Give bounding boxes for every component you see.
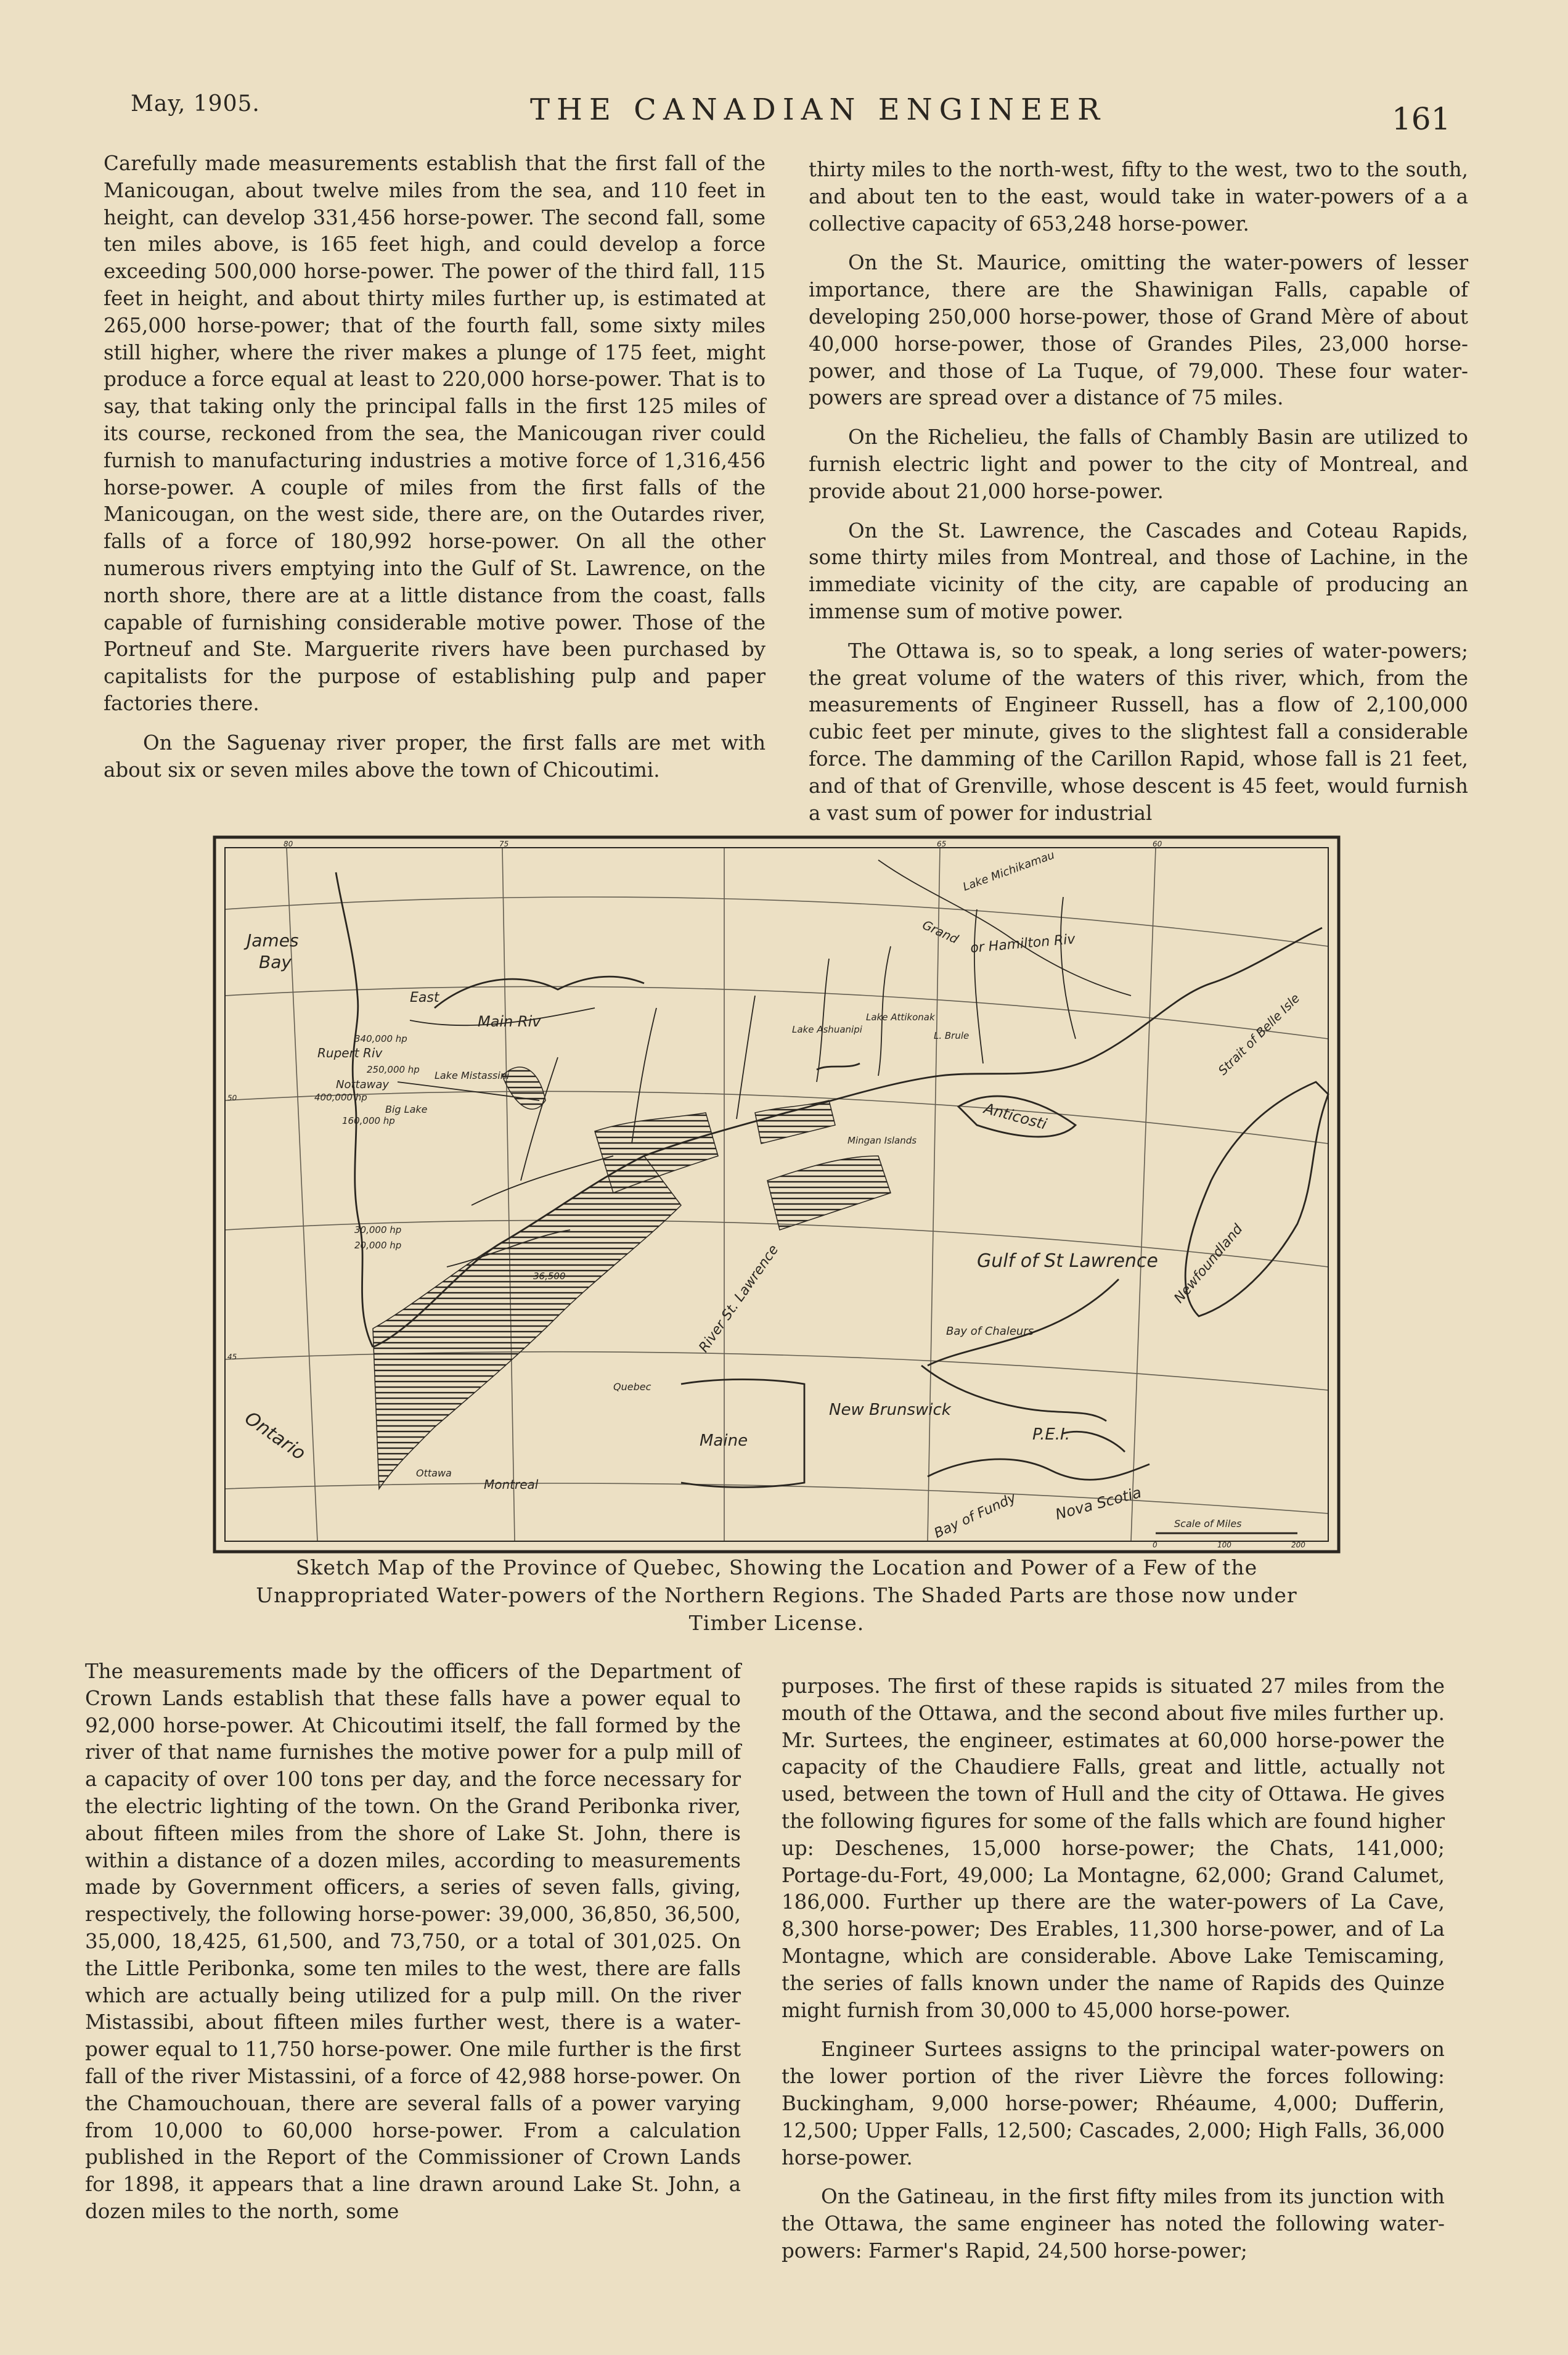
rivers bbox=[398, 860, 1131, 1267]
map-label-big-lake: Big Lake bbox=[385, 1104, 428, 1115]
sketch-map bbox=[213, 835, 1341, 1554]
paragraph: Carefully made measurements establish that the first fall of the Manicougan, about twelve miles from the sea, and 110 feet in height, can develop 331,456 horse-power. The second fall, some ten miles above, is 165 feet high, and could develop a force exceeding 500,000 horse-power. The power of the third fall, 115 feet in height, and about thirty miles further up, is estimated at 265,000 horse-power; that of the fourth fall, some sixty miles still higher, where the river makes a plunge of 175 feet, might produce a force equal at least to 220,000 horse-power. That is to say, that taking only the principal falls in the first 125 miles of its course, reckoned from the sea, the Manicougan river could furnish to manufacturing industries a motive force of 1,316,456 horse-power. A couple of miles from the first falls of the Manicougan, on the west side, there are, on the Outardes river, falls of a force of 180,992 horse-power. On all the other numerous rivers emptying into the Gulf of St. Lawrence, on the north shore, there are at a little distance from the coast, falls capable of furnishing considerable motive power. Those of the Portneuf and Ste. Marguerite rivers have been purchased by capitalists for the purpose of establishing pulp and paper factories there. bbox=[104, 152, 766, 715]
column-bottom-right bbox=[782, 1673, 1445, 2265]
column-bottom-left bbox=[85, 1658, 741, 2226]
journal-title: THE CANADIAN ENGINEER bbox=[530, 92, 1107, 127]
map-label-lake-ashuanipi: Lake Ashuanipi bbox=[792, 1024, 862, 1035]
map-label-lon-60: 60 bbox=[1153, 840, 1162, 848]
paragraph: On the St. Maurice, omitting the water-powers of lesser importance, there are the Shawinigan Falls, capable of developing 250,000 horse-power, those of Grand Mère of about 40,000 horse-power, those of Grandes Piles, 23,000 horse-power, and those of La Tuque, of 79,000. These four water-powers are spread over a distance of 75 miles. bbox=[809, 251, 1468, 410]
map-label-new-brunswick: New Brunswick bbox=[829, 1401, 951, 1419]
map-label-lake-attikonak: Lake Attikonak bbox=[866, 1012, 935, 1023]
column-top-left bbox=[104, 150, 766, 784]
map-label-scale-0: 0 bbox=[1153, 1541, 1158, 1549]
map-label-east-main: East bbox=[410, 990, 439, 1005]
map-label-strait-belle-isle: Strait of Belle Isle bbox=[1215, 990, 1303, 1078]
map-label-lat-45: 45 bbox=[227, 1353, 237, 1361]
map-caption: Sketch Map of the Province of Quebec, Showing the Location and Power of a Few of the Unappropriated Water-powers of the Northern Regions. The Shaded Parts are those now under Timber License. bbox=[256, 1555, 1297, 1635]
paragraph: Engineer Surtees assigns to the principal water-powers on the lower portion of the river Lièvre the forces following: Buckingham, 9,000 horse-power; Rhéaume, 4,000; Dufferin, 12,500; Upper Falls, 12,500; Cascades, 2,000; High Falls, 36,000 horse-power. bbox=[782, 2038, 1445, 2169]
map-label-bay-chaleurs: Bay of Chaleurs bbox=[946, 1325, 1034, 1338]
map-label-james-bay-2: Bay bbox=[259, 952, 292, 972]
paragraph: On the Richelieu, the falls of Chambly Basin are utilized to furnish electric light and power to the city of Montreal, and provide about 21,000 horse-power. bbox=[809, 425, 1468, 503]
map-label-main-riv: Main Riv bbox=[478, 1013, 541, 1030]
page-number: 161 bbox=[1392, 101, 1451, 137]
map-label-ottawa: Ottawa bbox=[416, 1467, 452, 1479]
map-label-lon-75: 75 bbox=[499, 840, 509, 848]
map-label-scale: Scale of Miles bbox=[1174, 1518, 1242, 1530]
map-label-nottaway: Nottaway bbox=[336, 1078, 390, 1091]
map-label-scale-100: 100 bbox=[1217, 1541, 1231, 1549]
map-label-mingan-islands: Mingan Islands bbox=[847, 1135, 917, 1146]
map-label-lake-michikamau: Lake Michikamau bbox=[961, 848, 1056, 894]
paragraph: The measurements made by the officers of the Department of Crown Lands establish that these falls have a power equal to 92,000 horse-power. At Chicoutimi itself, the fall formed by the river of that name furnishes the motive power for a pulp mill of a capacity of over 100 tons per day, and the force necessary for the electric lighting of the town. On the Grand Peribonka river, about fifteen miles from the shore of Lake St. John, there is within a distance of a dozen miles, according to measurements made by Government officers, a series of seven falls, giving, respectively, the following horse-power: 39,000, 36,850, 36,500, 35,000, 18,425, 61,500, and 73,750, or a total of 301,025. On the Little Peribonka, some ten miles to the west, there are falls which are actually being utilized for a pulp mill. On the river Mistassibi, about fifteen miles further west, there is a water-power equal to 11,750 horse-power. One mile further is the first fall of the river Mistassini, of a force of 42,988 horse-power. On the Chamouchouan, there are several falls of a power varying from 10,000 to 60,000 horse-power. From a calculation published in the Report of the Commissioner of Crown Lands for 1898, it appears that a line drawn around Lake St. John, a dozen miles to the north, some bbox=[85, 1660, 741, 2223]
map-label-hp-3: 400,000 hp bbox=[314, 1092, 367, 1103]
map-label-river-st-lawrence: River St. Lawrence bbox=[696, 1242, 782, 1356]
map-label-bay-fundy: Bay of Fundy bbox=[931, 1490, 1019, 1542]
map-label-hp-7: 36,500 bbox=[533, 1271, 566, 1282]
map-label-pei: P.E.I. bbox=[1032, 1425, 1070, 1444]
map-label-lon-80: 80 bbox=[284, 840, 293, 848]
map-label-hp-2: 250,000 hp bbox=[367, 1064, 420, 1075]
map-label-maine: Maine bbox=[700, 1431, 748, 1450]
paragraph: The Ottawa is, so to speak, a long series of water-powers; the great volume of the waters of this river, which, from the measurements of Engineer Russell, has a flow of 2,100,000 cubic feet per minute, gives to the slightest fall a considerable force. The damming of the Carillon Rapid, whose fall is 21 feet, and of that of Grenville, whose descent is 45 feet, would furnish a vast sum of power for industrial bbox=[809, 639, 1468, 825]
paragraph: purposes. The first of these rapids is situated 27 miles from the mouth of the Ottawa, and the second about five miles further up. Mr. Surtees, the engineer, estimates at 60,000 horse-power the capacity of the Chaudiere Falls, great and little, actually not used, between the town of Hull and the city of Ottawa. He gives the following figures for some of the falls which are found higher up: Deschenes, 15,000 horse-power; the Chats, 141,000; Portage-du-Fort, 49,000; La Montagne, 62,000; Grand Calumet, 186,000. Further up there are the water-powers of La Cave, 8,300 horse-power; Des Erables, 11,300 horse-power, and of La Montagne, which are considerable. Above Lake Temiscaming, the series of falls known under the name of Rapids des Quinze might furnish from 30,000 to 45,000 horse-power. bbox=[782, 1674, 1445, 2022]
map-label-gulf-st-lawrence: Gulf of St Lawrence bbox=[977, 1250, 1158, 1272]
paragraph: On the Saguenay river proper, the first falls are met with about six or seven miles above the town of Chicoutimi. bbox=[104, 731, 766, 782]
map-label-lat-50: 50 bbox=[227, 1094, 237, 1102]
map-label-hp-1: 340,000 hp bbox=[354, 1033, 407, 1044]
map-label-lon-65: 65 bbox=[937, 840, 947, 848]
issue-date: May, 1905. bbox=[131, 91, 260, 117]
map-label-ontario: Ontario bbox=[240, 1407, 310, 1465]
timber-license-areas bbox=[373, 1067, 891, 1489]
map-label-hp-5: 30,000 hp bbox=[354, 1224, 402, 1235]
map-label-lake-mistassini: Lake Mistassini bbox=[435, 1070, 510, 1081]
map-label-montreal: Montreal bbox=[484, 1477, 539, 1492]
map-label-scale-200: 200 bbox=[1291, 1541, 1305, 1549]
column-top-right bbox=[809, 157, 1468, 827]
map-label-anticosti: Anticosti bbox=[982, 1099, 1049, 1133]
map-label-james-bay: James bbox=[247, 930, 299, 951]
map-label-quebec: Quebec bbox=[613, 1381, 651, 1393]
map-label-hp-6: 20,000 hp bbox=[354, 1240, 402, 1251]
map-label-newfoundland: Newfoundland bbox=[1171, 1221, 1246, 1306]
map-label-hp-4: 160,000 hp bbox=[342, 1115, 395, 1126]
paragraph: thirty miles to the north-west, fifty to the west, two to the south, and about ten to the east, would take in water-powers of a a collective capacity of 653,248 horse-power. bbox=[809, 158, 1468, 236]
map-label-grand-falls: Grand bbox=[920, 917, 961, 947]
map-label-nova-scotia: Nova Scotia bbox=[1053, 1483, 1143, 1523]
paragraph: On the Gatineau, in the first fifty miles from its junction with the Ottawa, the same engineer has noted the following water-powers: Farmer's Rapid, 24,500 horse-power; bbox=[782, 2185, 1445, 2263]
map-label-hamilton-riv: or Hamilton Riv bbox=[970, 932, 1076, 956]
map-label-brule: L. Brule bbox=[934, 1030, 970, 1041]
paragraph: On the St. Lawrence, the Cascades and Coteau Rapids, some thirty miles from Montreal, and those of Lachine, in the immediate vicinity of the city, are capable of producing an immense sum of motive power. bbox=[809, 518, 1468, 623]
map-label-rupert-riv: Rupert Riv bbox=[317, 1046, 383, 1060]
